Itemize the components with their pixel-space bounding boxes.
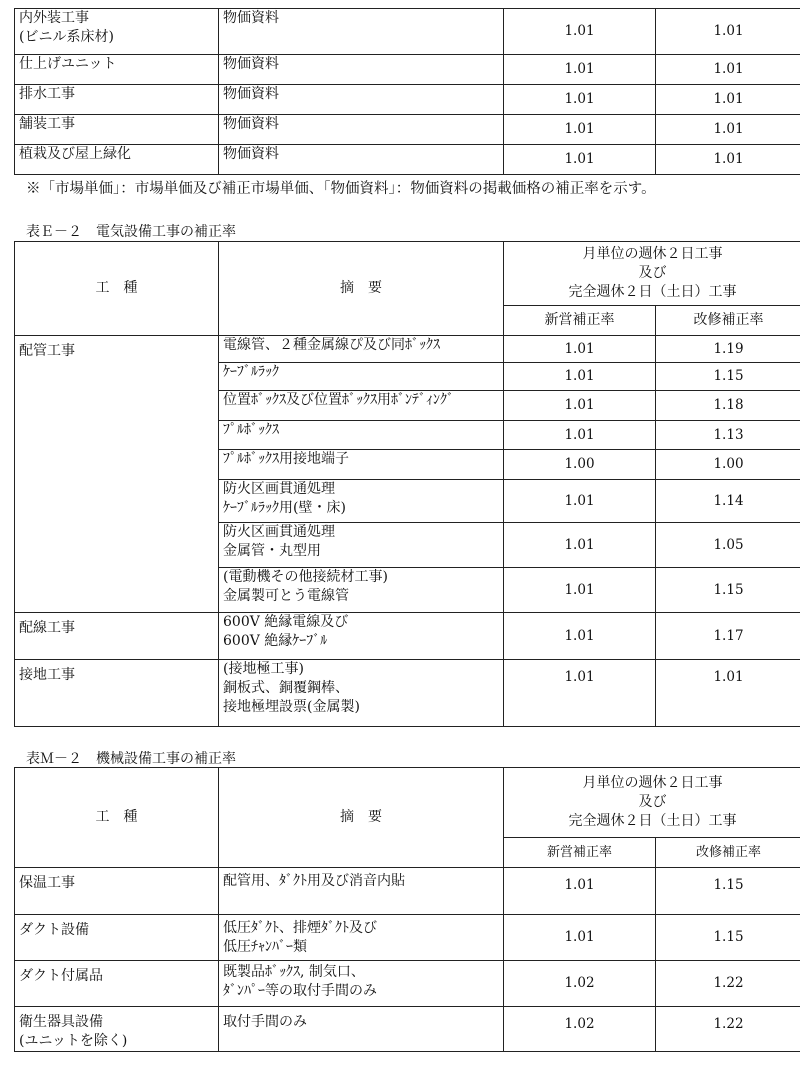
summary-cell: 物価資料 (219, 85, 504, 115)
summary-cell: 物価資料 (219, 9, 504, 55)
new-rate-cell: 1.01 (504, 480, 656, 523)
table-row (15, 1007, 800, 1052)
summary-line: ｹｰﾌﾞﾙﾗｯｸ用(壁・床) (223, 500, 346, 516)
summary-line: 既製品ﾎﾞｯｸｽ, 制気口、 (223, 964, 365, 980)
table-row (15, 55, 800, 85)
new-rate-cell: 1.01 (504, 568, 656, 613)
summary-cell: 物価資料 (219, 55, 504, 85)
new-rate-cell: 1.01 (504, 613, 656, 660)
work-type-cell: 排水工事 (15, 85, 219, 115)
summary-line: 配管用、ﾀﾞｸﾄ用及び消音内貼 (223, 873, 405, 889)
summary-line: 金属管・丸型用 (223, 543, 321, 559)
work-type-cell (15, 9, 219, 55)
repair-rate-cell: 1.19 (656, 336, 800, 363)
work-type-label: 内外装工事 (19, 10, 89, 26)
table-row (15, 961, 800, 1007)
header-repair-rate: 改修補正率 (656, 306, 800, 336)
work-type-cell: ダクト付属品 (15, 961, 219, 1007)
table-row (15, 660, 800, 727)
header-repair-rate: 改修補正率 (656, 838, 800, 868)
repair-rate-cell: 1.15 (656, 363, 800, 391)
new-rate-cell: 1.01 (504, 915, 656, 961)
work-type-cell: 植栽及び屋上緑化 (15, 145, 219, 175)
header-group (504, 768, 800, 838)
summary-cell (219, 613, 504, 660)
summary-cell: 位置ﾎﾞｯｸｽ及び位置ﾎﾞｯｸｽ用ﾎﾞﾝﾃﾞｨﾝｸﾞ (219, 391, 504, 421)
repair-rate-cell: 1.01 (656, 660, 800, 727)
header-group-line3: 完全週休２日（土日）工事 (568, 813, 737, 829)
repair-rate-cell: 1.01 (656, 9, 800, 55)
electrical-rates-table (14, 241, 800, 727)
summary-cell: ﾌﾟﾙﾎﾞｯｸｽ (219, 421, 504, 450)
work-type-label: 衛生器具設備 (19, 1014, 103, 1030)
new-rate-cell: 1.02 (504, 961, 656, 1007)
repair-rate-cell: 1.13 (656, 421, 800, 450)
summary-line: (電動機その他接続材工事) (223, 569, 388, 585)
header-work-type: 工 種 (15, 768, 219, 868)
repair-rate-cell: 1.18 (656, 391, 800, 421)
work-type-sub: (ユニットを除く) (19, 1033, 128, 1049)
new-rate-cell: 1.01 (504, 145, 656, 175)
repair-rate-cell: 1.17 (656, 613, 800, 660)
new-rate-cell: 1.01 (504, 391, 656, 421)
work-type-cell: 配管工事 (15, 336, 219, 613)
repair-rate-cell: 1.15 (656, 568, 800, 613)
new-rate-cell: 1.02 (504, 1007, 656, 1052)
repair-rate-cell: 1.22 (656, 1007, 800, 1052)
summary-line: (接地極工事) (223, 661, 304, 677)
summary-line: 防火区画貫通処理 (223, 481, 335, 497)
header-group-line3: 完全週休２日（土日）工事 (568, 284, 737, 300)
summary-line: ﾀﾞﾝﾊﾟｰ等の取付手間のみ (223, 983, 377, 999)
new-rate-cell: 1.00 (504, 450, 656, 480)
summary-line: 600V 絶縁ｹｰﾌﾞﾙ (223, 633, 328, 649)
new-rate-cell: 1.01 (504, 9, 656, 55)
summary-cell (219, 915, 504, 961)
new-rate-cell: 1.01 (504, 55, 656, 85)
top-rates-table (14, 8, 800, 175)
header-new-rate: 新営補正率 (504, 838, 656, 868)
new-rate-cell: 1.01 (504, 336, 656, 363)
work-type-cell: 接地工事 (15, 660, 219, 727)
summary-line: 接地極埋設票(金属製) (223, 699, 360, 715)
new-rate-cell: 1.01 (504, 85, 656, 115)
table-row (15, 915, 800, 961)
new-rate-cell: 1.01 (504, 363, 656, 391)
table-row (15, 9, 800, 55)
new-rate-cell: 1.01 (504, 523, 656, 568)
summary-line: 銅板式、銅覆鋼棒、 (223, 680, 349, 696)
work-type-cell: ダクト設備 (15, 915, 219, 961)
summary-cell: ﾌﾟﾙﾎﾞｯｸｽ用接地端子 (219, 450, 504, 480)
table-row (15, 145, 800, 175)
summary-cell: ｹｰﾌﾞﾙﾗｯｸ (219, 363, 504, 391)
summary-cell: 取付手間のみ (219, 1007, 504, 1052)
table-row (15, 85, 800, 115)
repair-rate-cell: 1.15 (656, 915, 800, 961)
summary-cell: 電線管、２種金属線ぴ及び同ﾎﾞｯｸｽ (219, 336, 504, 363)
header-row (15, 242, 800, 306)
summary-cell (219, 660, 504, 727)
table-e2-caption: 表Ｅ－２ 電気設備工事の補正率 (26, 224, 236, 240)
summary-line: 600V 絶縁電線及び (223, 614, 349, 630)
footnote: ※「市場単価」：市場単価及び補正市場単価、「物価資料」：物価資料の掲載価格の補正率を示す。 (26, 181, 656, 197)
repair-rate-cell: 1.01 (656, 85, 800, 115)
new-rate-cell: 1.01 (504, 115, 656, 145)
repair-rate-cell: 1.01 (656, 145, 800, 175)
header-group-line2: 及び (638, 794, 667, 810)
summary-cell (219, 480, 504, 523)
table-row (15, 613, 800, 660)
repair-rate-cell: 1.22 (656, 961, 800, 1007)
summary-cell (219, 568, 504, 613)
work-type-cell: 配線工事 (15, 613, 219, 660)
work-type-cell: 舗装工事 (15, 115, 219, 145)
table-m2-caption: 表Ｍ－２ 機械設備工事の補正率 (26, 751, 236, 767)
summary-cell (219, 868, 504, 915)
summary-line: 低圧ﾀﾞｸﾄ、排煙ﾀﾞｸﾄ及び (223, 920, 377, 936)
summary-line: 防火区画貫通処理 (223, 524, 335, 540)
header-row (15, 768, 800, 838)
mechanical-rates-table (14, 767, 800, 1052)
header-group (504, 242, 800, 306)
work-type-cell: 保温工事 (15, 868, 219, 915)
header-group-line2: 及び (638, 265, 667, 281)
header-work-type: 工 種 (15, 242, 219, 336)
summary-cell: 物価資料 (219, 115, 504, 145)
work-type-sub: (ビニル系床材) (19, 29, 114, 45)
summary-cell: 物価資料 (219, 145, 504, 175)
header-new-rate: 新営補正率 (504, 306, 656, 336)
work-type-cell: 仕上げユニット (15, 55, 219, 85)
repair-rate-cell: 1.15 (656, 868, 800, 915)
repair-rate-cell: 1.01 (656, 55, 800, 85)
header-summary: 摘 要 (219, 242, 504, 336)
summary-cell (219, 961, 504, 1007)
summary-cell (219, 523, 504, 568)
repair-rate-cell: 1.05 (656, 523, 800, 568)
summary-line: 金属製可とう電線管 (223, 588, 349, 604)
new-rate-cell: 1.01 (504, 868, 656, 915)
table-row (15, 868, 800, 915)
table-row (15, 336, 800, 363)
header-summary: 摘 要 (219, 768, 504, 868)
repair-rate-cell: 1.00 (656, 450, 800, 480)
repair-rate-cell: 1.01 (656, 115, 800, 145)
repair-rate-cell: 1.14 (656, 480, 800, 523)
header-group-line1: 月単位の週休２日工事 (582, 775, 723, 791)
new-rate-cell: 1.01 (504, 660, 656, 727)
header-group-line1: 月単位の週休２日工事 (582, 246, 723, 262)
work-type-cell (15, 1007, 219, 1052)
summary-line: 低圧ﾁｬﾝﾊﾞｰ類 (223, 939, 307, 955)
new-rate-cell: 1.01 (504, 421, 656, 450)
table-row (15, 115, 800, 145)
